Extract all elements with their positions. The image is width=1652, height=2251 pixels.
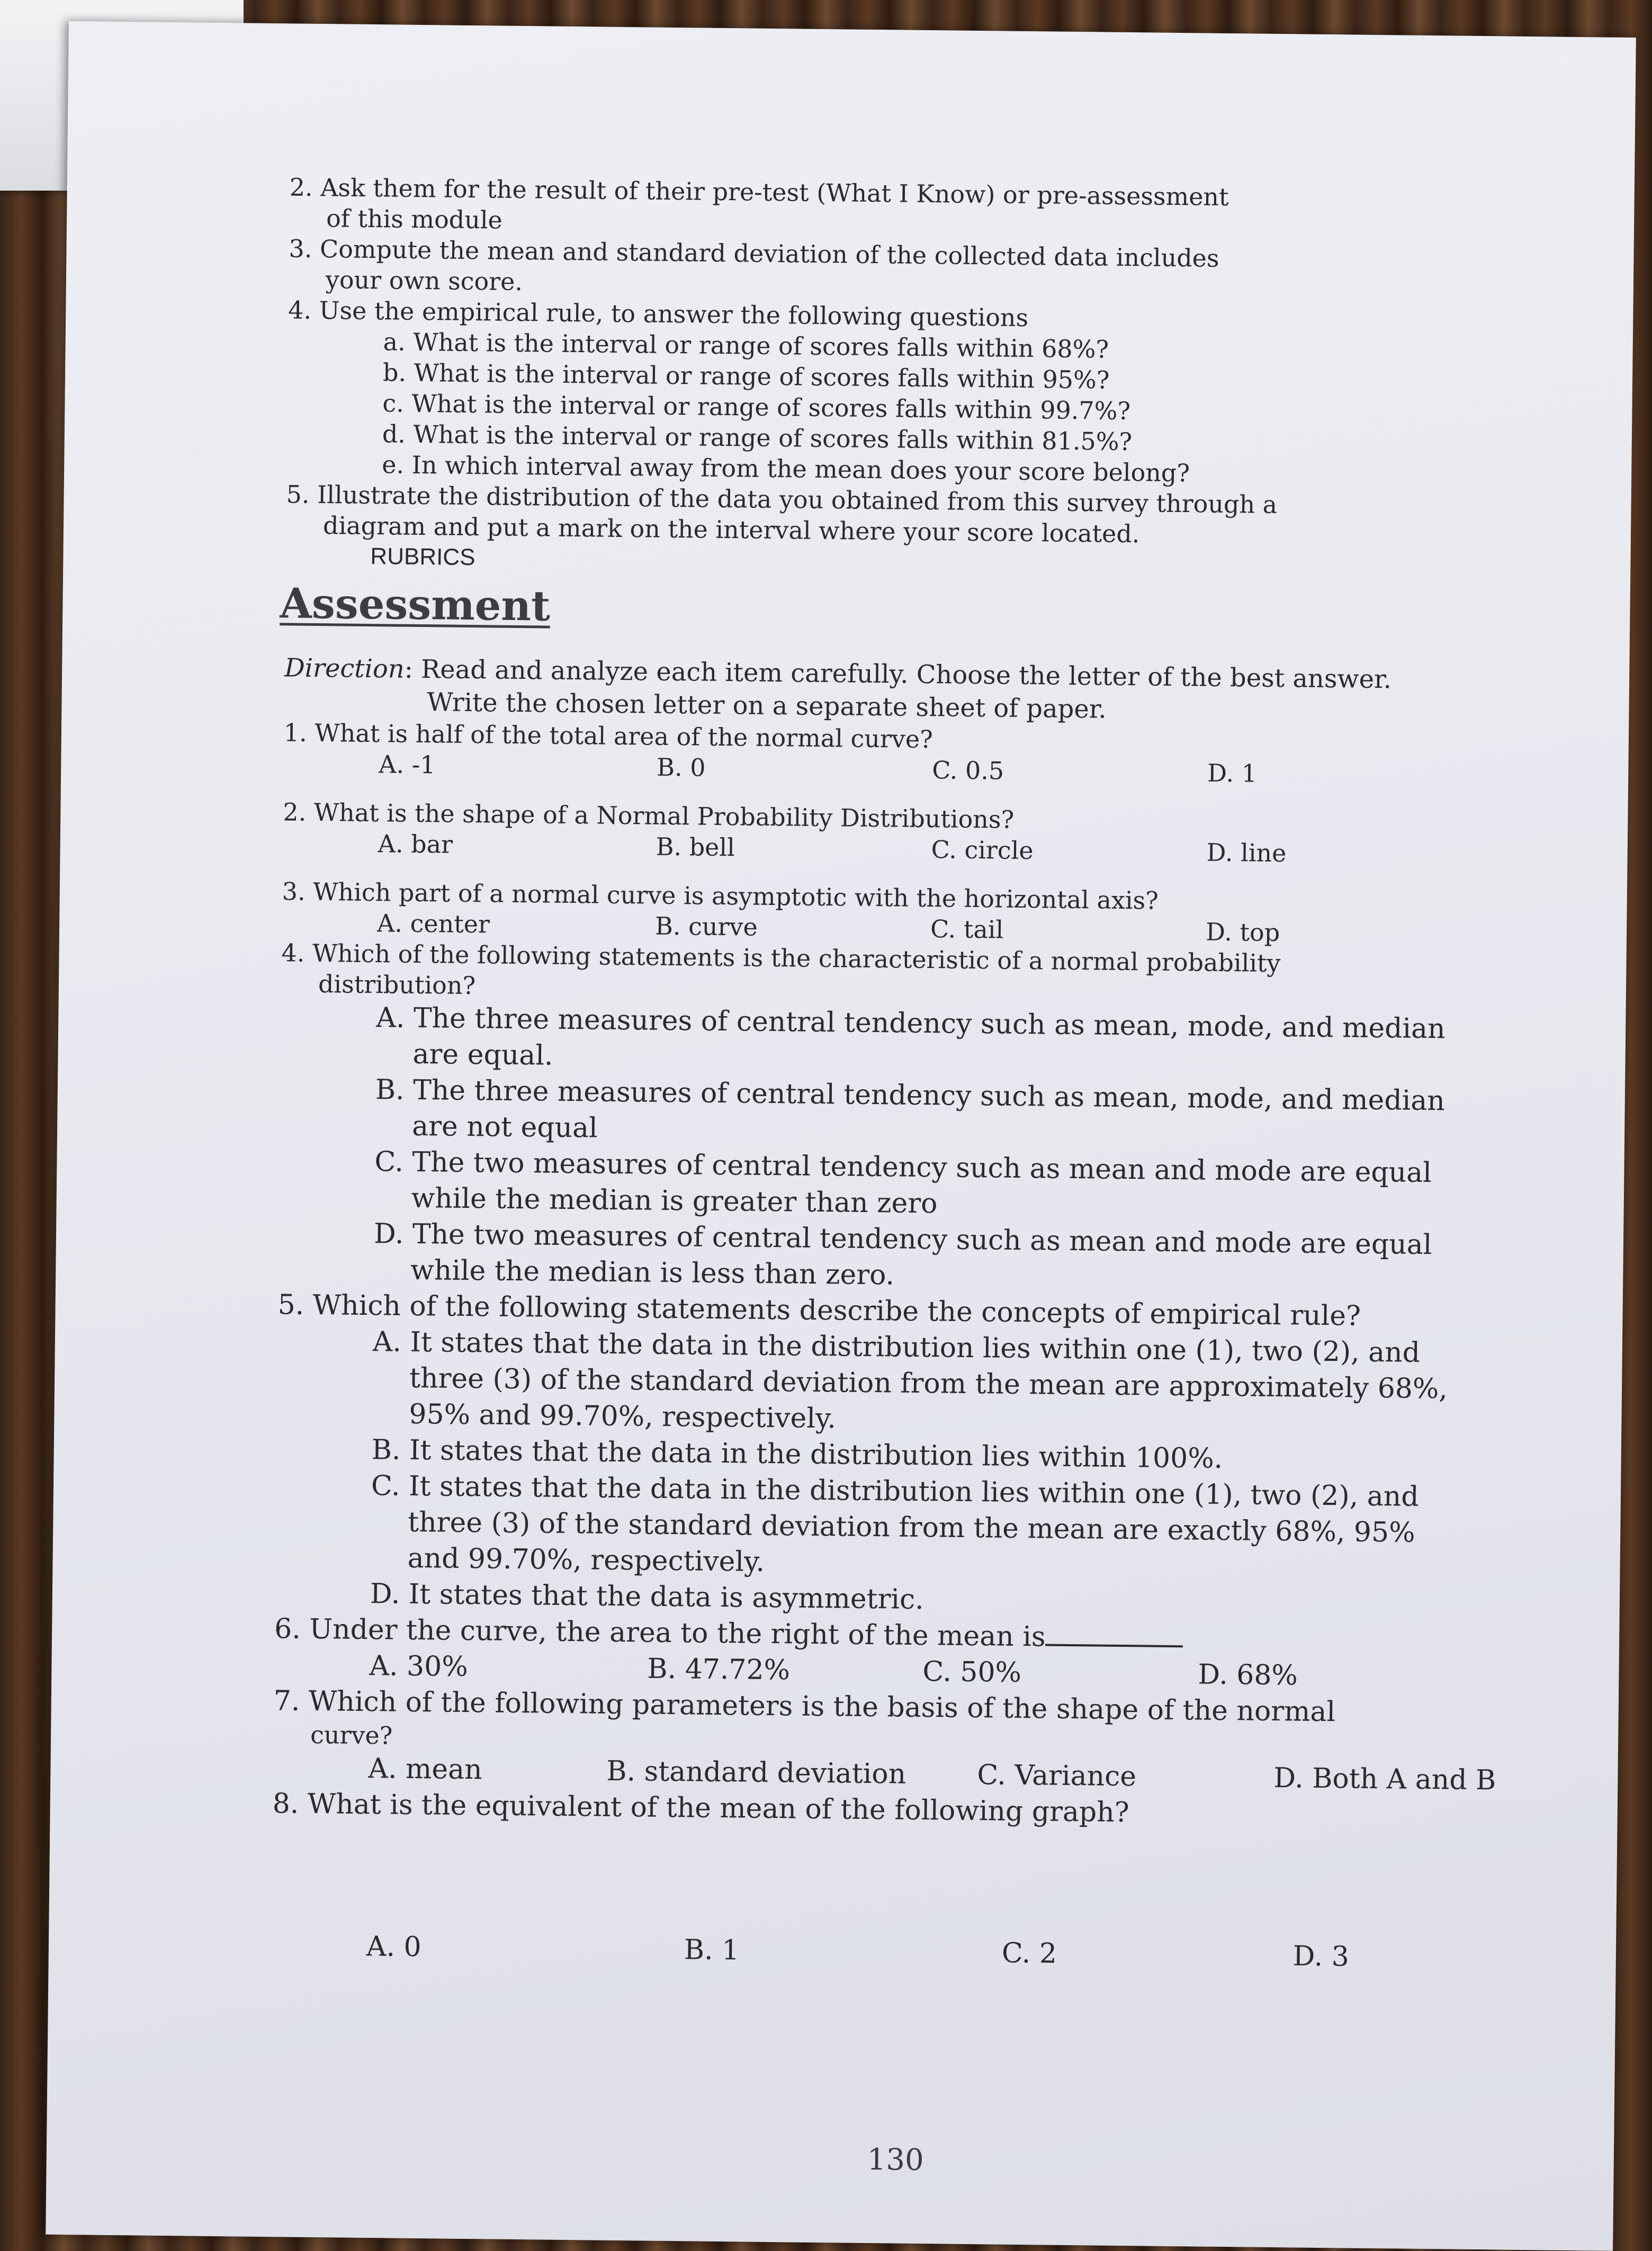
q4-choice-b: B. The three measures of central tendency such as mean, mode, and median [375, 1074, 1446, 1117]
answer-blank [1045, 1619, 1183, 1647]
option-c: C. circle [931, 835, 1034, 865]
option-d: D. Both A and B [1273, 1762, 1496, 1797]
page-number: 130 [867, 2142, 924, 2178]
question-1: 1. What is half of the total area of the normal curve? [283, 718, 933, 754]
rubrics-label: RUBRICS [370, 543, 475, 571]
substep-d: d. What is the interval or range of scores falls within 81.5%? [382, 419, 1133, 456]
option-b: B. 1 [684, 1934, 740, 1967]
question-8: 8. What is the equivalent of the mean of the following graph? [272, 1788, 1129, 1829]
q5-choice-a-cont-2: 95% and 99.70%, respectively. [409, 1398, 837, 1435]
question-7: 7. Which of the following parameters is the basis of the shape of the normal [273, 1685, 1336, 1728]
q5-choice-c-cont-1: three (3) of the standard deviation from the mean are exactly 68%, 95% [408, 1506, 1415, 1549]
direction-text-2: Write the chosen letter on a separate sheet of paper. [427, 687, 1107, 724]
step-number: 2. [289, 173, 313, 202]
option-c: C. Variance [977, 1759, 1137, 1793]
page-content [271, 172, 1587, 1977]
q4-choice-d: D. The two measures of central tendency such as mean and mode are equal [373, 1218, 1432, 1261]
question-7-cont: curve? [310, 1720, 393, 1750]
step-text: Ask them for the result of their pre-test (What I Know) or pre-assessment [320, 173, 1229, 211]
option-a: A. mean [368, 1753, 482, 1786]
option-b: B. 0 [657, 752, 706, 782]
q5-choice-a-cont-1: three (3) of the standard deviation from the mean are approximately 68%, [409, 1362, 1448, 1405]
step-2-line-2: of this module [326, 204, 503, 235]
option-c: C. 2 [1001, 1937, 1057, 1970]
q5-choice-a: A. It states that the data in the distribution lies within one (1), two (2), and [372, 1326, 1421, 1369]
option-d: D. top [1205, 917, 1280, 947]
option-a: A. center [376, 909, 490, 939]
substep-a: a. What is the interval or range of scores falls within 68%? [383, 327, 1109, 364]
worksheet-page [46, 21, 1636, 2251]
substep-e: e. In which interval away from the mean does your score belong? [381, 450, 1190, 488]
option-b: B. curve [654, 911, 758, 941]
q5-choice-d: D. It states that the data is asymmetric. [370, 1578, 924, 1616]
option-b: B. 47.72% [647, 1653, 791, 1687]
question-5: 5. Which of the following statements describe the concepts of empirical rule? [277, 1289, 1361, 1332]
option-a: A. 0 [366, 1931, 421, 1963]
substep-b: b. What is the interval or range of scores falls within 95%? [382, 358, 1110, 394]
question-2: 2. What is the shape of a Normal Probability Distributions? [283, 797, 1014, 834]
question-4: 4. Which of the following statements is the characteristic of a normal probability [281, 938, 1281, 978]
step-number: 5. [286, 480, 310, 509]
option-d: D. 68% [1198, 1658, 1298, 1692]
direction-label: Direction [284, 653, 405, 684]
step-number: 4. [288, 295, 312, 325]
direction-text: : Read and analyze each item carefully. Choose the letter of the best answer. [404, 654, 1392, 695]
step-3-line-2: your own score. [325, 265, 523, 297]
option-a: A. -1 [379, 750, 436, 779]
q5-choice-b: B. It states that the data in the distribution lies within 100%. [371, 1434, 1223, 1475]
q4-choice-a: A. The three measures of central tendency such as mean, mode, and median [376, 1002, 1446, 1045]
option-d: D. 3 [1292, 1940, 1350, 1973]
substep-c: c. What is the interval or range of scores falls within 99.7%? [382, 389, 1131, 426]
option-a: A. 30% [369, 1650, 469, 1683]
option-a: A. bar [378, 829, 453, 859]
step-text: Illustrate the distribution of the data you obtained from this survey through a [317, 480, 1278, 519]
q4-choice-c-cont: while the median is greater than zero [411, 1182, 938, 1220]
q4-choice-a-cont: are equal. [412, 1038, 553, 1072]
option-b: B. standard deviation [606, 1755, 906, 1790]
option-d: D. line [1206, 838, 1287, 868]
q4-choice-d-cont: while the median is less than zero. [410, 1254, 895, 1292]
step-text: Compute the mean and standard deviation of the collected data includes [319, 234, 1219, 273]
assessment-heading: Assessment [280, 579, 551, 631]
q4-choice-b-cont: are not equal [411, 1110, 598, 1144]
graph-space [271, 1822, 1569, 1941]
question-3: 3. Which part of a normal curve is asymptotic with the horizontal axis? [282, 877, 1159, 915]
option-c: C. 0.5 [931, 756, 1004, 785]
option-b: B. bell [656, 832, 735, 862]
step-text: Use the empirical rule, to answer the following questions [319, 295, 1029, 333]
step-5-line-2: diagram and put a mark on the interval where your score located. [322, 511, 1140, 549]
option-c: C. tail [930, 914, 1004, 944]
question-6-text: 6. Under the curve, the area to the right of the mean is [274, 1613, 1046, 1653]
q4-choice-c: C. The two measures of central tendency such as mean and mode are equal [374, 1146, 1432, 1189]
q5-choice-c: C. It states that the data in the distribution lies within one (1), two (2), and [371, 1470, 1419, 1513]
question-4-cont: distribution? [318, 970, 476, 1000]
option-c: C. 50% [922, 1656, 1022, 1689]
q5-choice-c-cont-2: and 99.70%, respectively. [407, 1542, 765, 1578]
step-number: 3. [289, 234, 312, 263]
option-d: D. 1 [1207, 758, 1258, 788]
